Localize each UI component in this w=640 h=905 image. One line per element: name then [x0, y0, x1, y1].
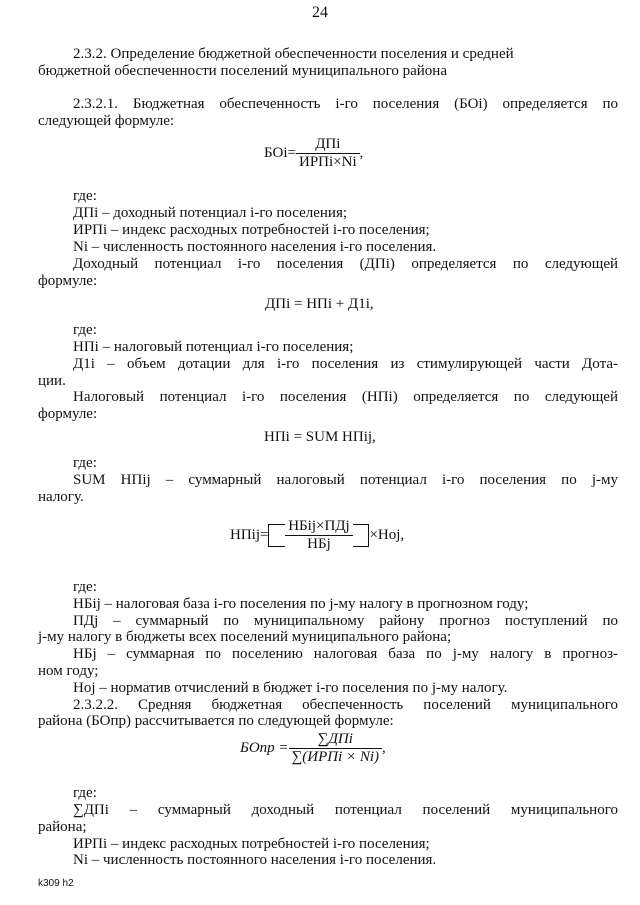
definition-line: НБj – суммарная по поселению налоговая база по j-му налогу в прогноз- [73, 646, 618, 662]
where-label: где: [73, 455, 97, 471]
formula-np-i: НПi = SUM НПij, [264, 429, 376, 445]
definition-line: ∑ДПi – суммарный доходный потенциал поселений муниципального [73, 802, 618, 818]
where-label: где: [73, 322, 97, 338]
paragraph-line: района (БОпр) рассчитывается по следующей формуле: [38, 713, 394, 729]
where-label: где: [73, 785, 97, 801]
formula-fraction [289, 731, 382, 766]
definition-line: района; [38, 819, 87, 835]
formula-numerator: ДПi [296, 136, 360, 154]
paragraph-line: формуле: [38, 406, 98, 422]
definition-line: Hoj – норматив отчислений в бюджет i-го поселения по j-му налогу. [73, 680, 508, 696]
definition-line: Ni – численность постоянного населения i-го поселения. [73, 239, 437, 255]
formula-lhs: БОi= [264, 144, 296, 161]
paragraph-line: следующей формуле: [38, 113, 175, 129]
definition-line: ПДj – суммарный по муниципальному району прогноз поступлений по [73, 613, 618, 629]
section-heading-line-2: бюджетной обеспеченности поселений муниципального района [38, 63, 447, 79]
formula-denominator: ∑(ИРПi × Ni) [291, 749, 380, 765]
definition-line: НБij – налоговая база i-го поселения по j-му налогу в прогнозном году; [73, 596, 529, 612]
definition-line: ДПi – доходный потенциал i-го поселения; [73, 205, 348, 221]
formula-bo-pr [240, 731, 386, 766]
paragraph-line: Доходный потенциал i-го поселения (ДПi) определяется по следующей [73, 256, 618, 272]
definition-line: Д1i – объем дотации для i-го поселения из стимулирующей части Дота- [73, 356, 618, 372]
formula-numerator: НБij×ПДj [285, 518, 352, 536]
definition-line: Ni – численность постоянного населения i-го поселения. [73, 852, 437, 868]
where-label: где: [73, 188, 97, 204]
formula-tail: , [359, 144, 364, 161]
formula-denominator: ИРПi×Ni [298, 154, 357, 170]
formula-fraction [285, 518, 352, 553]
formula-dp-i: ДПi = НПi + Д1i, [265, 296, 374, 312]
page-number: 24 [312, 4, 328, 21]
formula-np-ij [230, 518, 404, 553]
formula-lhs: НПij= [230, 527, 269, 543]
definition-line: ИРПi – индекс расходных потребностей i-го поселения; [73, 836, 430, 852]
footer-code: k309 h2 [38, 878, 74, 889]
paragraph-line: Налоговый потенциал i-го поселения (НПi) определяется по следующей [73, 389, 618, 405]
paragraph-line: 2.3.2.1. Бюджетная обеспеченность i-го поселения (БОi) определяется по [73, 96, 618, 112]
definition-line: ции. [38, 373, 66, 389]
formula-bo-i [264, 136, 363, 171]
paragraph-line: 2.3.2.2. Средняя бюджетная обеспеченность поселений муниципального [73, 697, 618, 713]
formula-denominator: НБj [307, 536, 331, 552]
definition-line: j-му налогу в бюджеты всех поселений муниципального района; [38, 629, 452, 645]
formula-numerator: ∑ДПi [289, 731, 382, 749]
section-heading-line-1: 2.3.2. Определение бюджетной обеспеченности поселения и средней [73, 46, 514, 62]
paragraph-line: формуле: [38, 273, 98, 289]
definition-line: НПi – налоговый потенциал i-го поселения; [73, 339, 354, 355]
formula-tail: ×Hoj, [369, 527, 405, 543]
bracket-left [268, 524, 285, 547]
definition-line: налогу. [38, 489, 84, 505]
where-label: где: [73, 579, 97, 595]
formula-fraction [296, 136, 360, 171]
definition-line: SUM НПij – суммарный налоговый потенциал i-го поселения по j-му [73, 472, 618, 488]
definition-line: ИРПi – индекс расходных потребностей i-го поселения; [73, 222, 430, 238]
formula-tail: , [382, 739, 386, 756]
definition-line: ном году; [38, 663, 99, 679]
formula-lhs: БОпр = [240, 739, 289, 756]
bracket-right [353, 524, 370, 547]
